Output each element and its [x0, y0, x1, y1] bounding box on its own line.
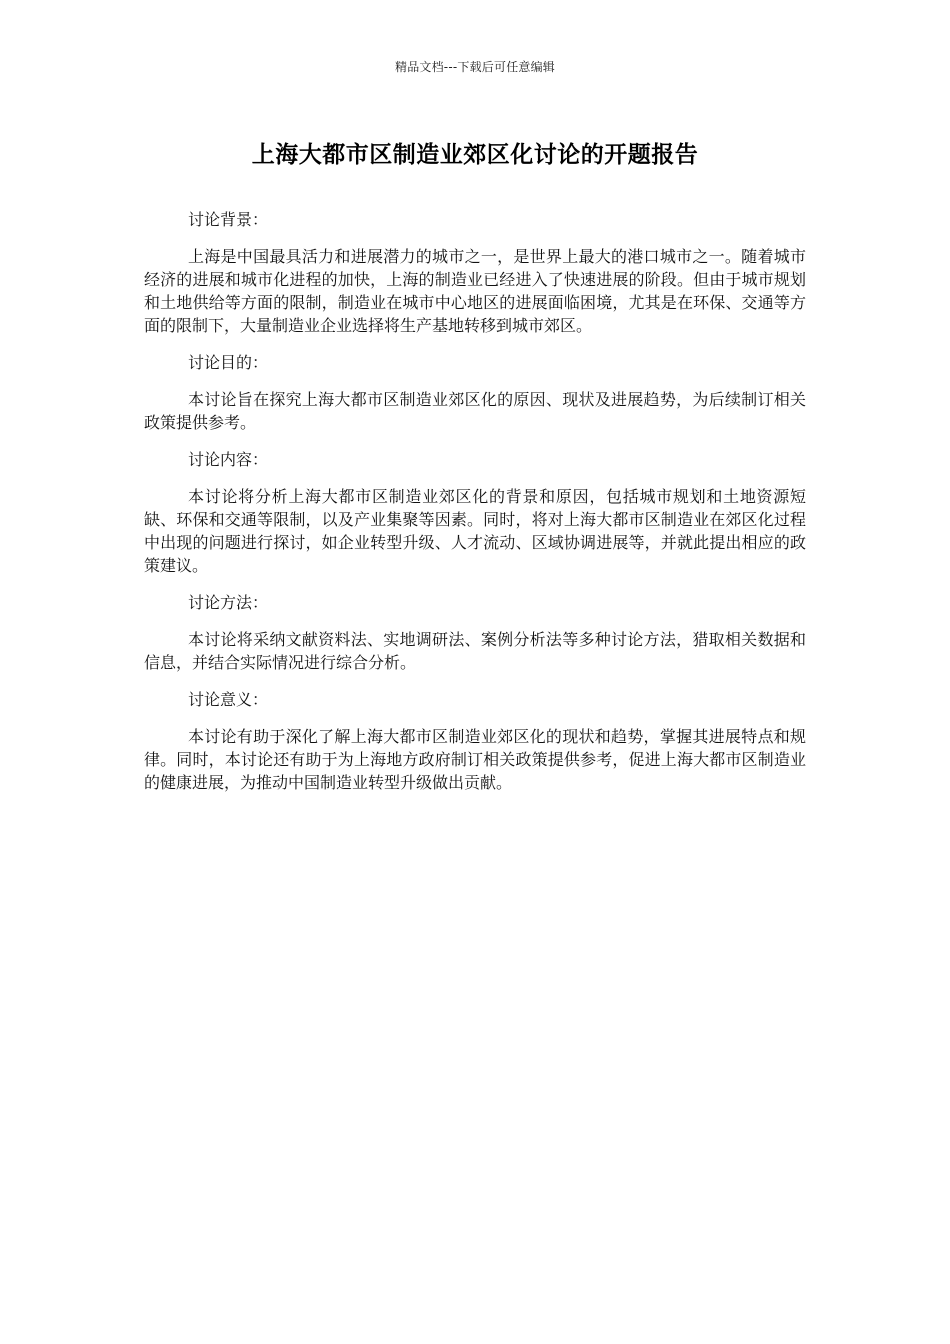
- section-heading-content: 讨论内容：: [188, 450, 269, 469]
- section-body-background: 上海是中国最具活力和进展潜力的城市之一，是世界上最大的港口城市之一。随着城市经济的进展和城市化进程的加快，上海的制造业已经进入了快速进展的阶段。但由于城市规划和土地供给等方面的限制，制造业在城市中心地区的进展面临困境，尤其是在环保、交通等方面的限制下，大量制造业企业选择将生产基地转移到城市郊区。: [144, 247, 806, 335]
- section-body-purpose: 本讨论旨在探究上海大都市区制造业郊区化的原因、现状及进展趋势，为后续制订相关政策提供参考。: [144, 390, 806, 432]
- section-heading-background: 讨论背景：: [188, 210, 269, 229]
- section-heading-method: 讨论方法：: [188, 593, 269, 612]
- section-body-significance: 本讨论有助于深化了解上海大都市区制造业郊区化的现状和趋势，掌握其进展特点和规律。同时，本讨论还有助于为上海地方政府制订相关政策提供参考，促进上海大都市区制造业的健康进展，为推动中国制造业转型升级做出贡献。: [144, 727, 806, 792]
- section-heading-purpose: 讨论目的：: [188, 353, 269, 372]
- header-note: 精品文档---下载后可任意编辑: [395, 60, 555, 74]
- section-body-content: 本讨论将分析上海大都市区制造业郊区化的背景和原因，包括城市规划和土地资源短缺、环保和交通等限制，以及产业集聚等因素。同时，将对上海大都市区制造业在郊区化过程中出现的问题进行探讨，如企业转型升级、人才流动、区域协调进展等，并就此提出相应的政策建议。: [144, 487, 806, 575]
- section-heading-significance: 讨论意义：: [188, 690, 269, 709]
- section-body-method: 本讨论将采纳文献资料法、实地调研法、案例分析法等多种讨论方法，猎取相关数据和信息，并结合实际情况进行综合分析。: [144, 630, 806, 672]
- document-body: [144, 208, 806, 808]
- document-title: 上海大都市区制造业郊区化讨论的开题报告: [251, 142, 699, 168]
